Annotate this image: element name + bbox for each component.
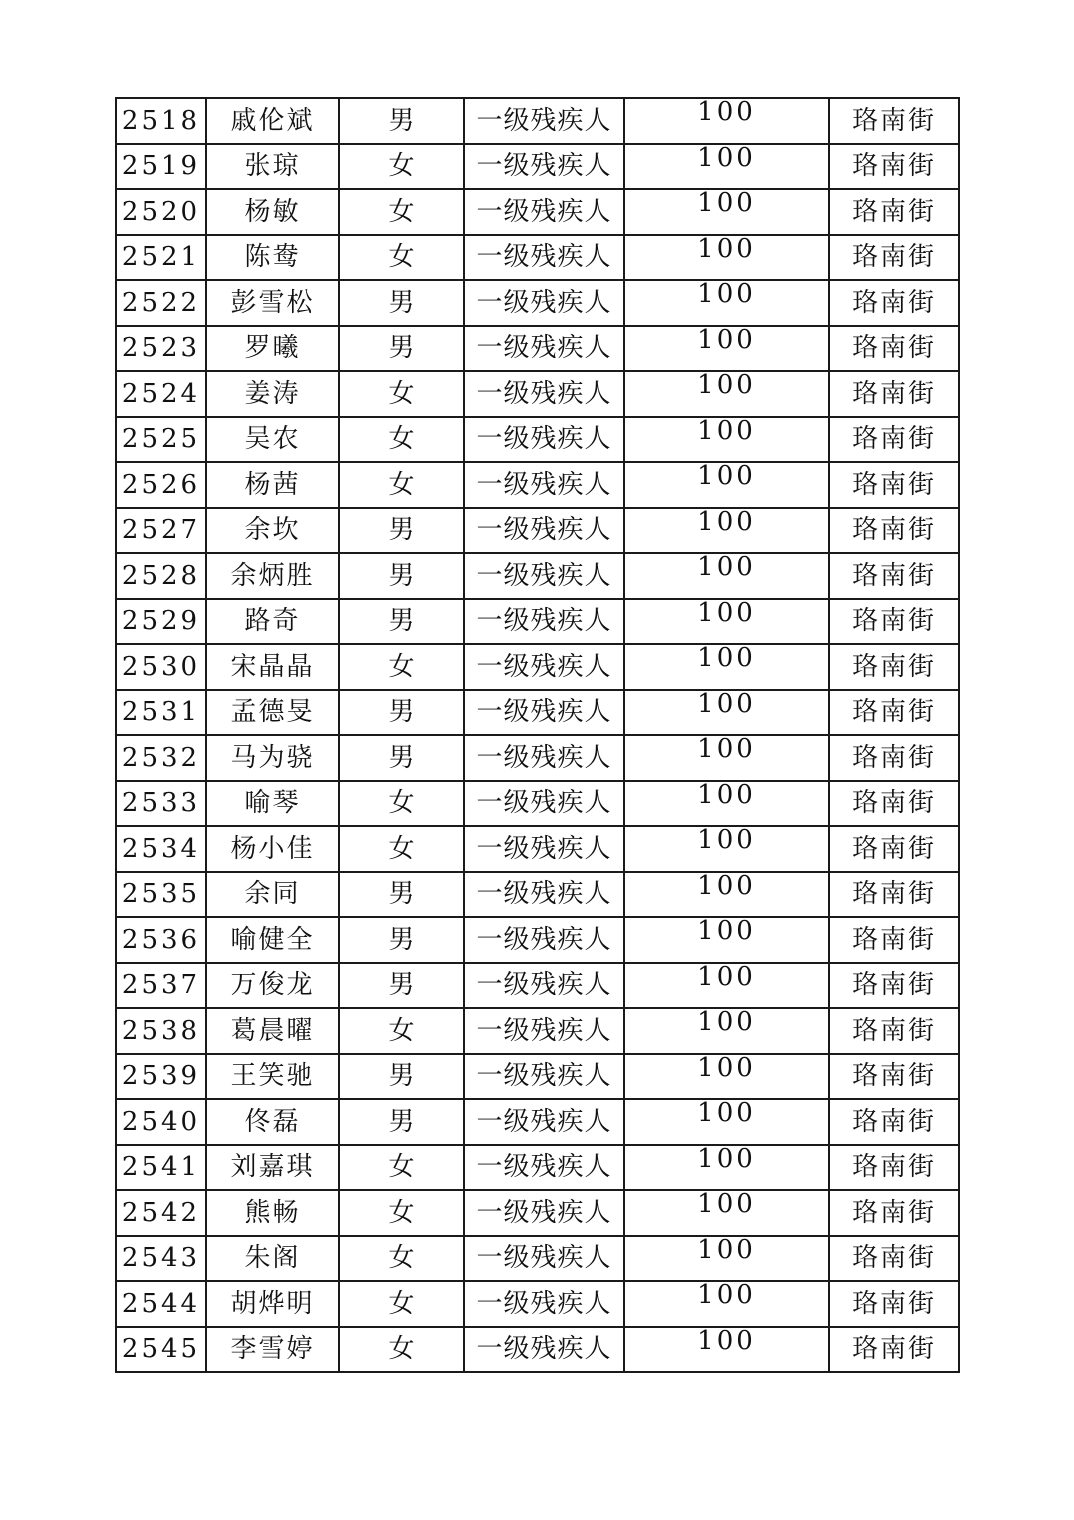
cell-number: 2520: [116, 189, 206, 235]
cell-street: 珞南街: [829, 1281, 959, 1327]
table-row: [116, 508, 959, 554]
cell-name: 吴农: [206, 417, 339, 463]
cell-street: 珞南街: [829, 826, 959, 872]
cell-name: 刘嘉琪: [206, 1145, 339, 1191]
cell-gender: 男: [339, 1054, 464, 1100]
cell-gender: 女: [339, 644, 464, 690]
cell-disability-level: 一级残疾人: [464, 1190, 624, 1236]
cell-gender: 女: [339, 1281, 464, 1327]
cell-name: 路奇: [206, 599, 339, 645]
cell-street: 珞南街: [829, 371, 959, 417]
table-row: [116, 826, 959, 872]
cell-number: 2532: [116, 735, 206, 781]
cell-disability-level: 一级残疾人: [464, 644, 624, 690]
cell-amount: 100: [624, 280, 829, 326]
table-row: [116, 963, 959, 1009]
cell-amount: 100: [624, 98, 829, 144]
cell-gender: 男: [339, 690, 464, 736]
roster-table-body: [116, 98, 959, 1372]
cell-number: 2541: [116, 1145, 206, 1191]
table-row: [116, 1281, 959, 1327]
cell-name: 马为骁: [206, 735, 339, 781]
cell-gender: 女: [339, 781, 464, 827]
cell-street: 珞南街: [829, 144, 959, 190]
cell-gender: 女: [339, 1327, 464, 1373]
cell-disability-level: 一级残疾人: [464, 371, 624, 417]
cell-disability-level: 一级残疾人: [464, 826, 624, 872]
cell-number: 2529: [116, 599, 206, 645]
cell-name: 杨茜: [206, 462, 339, 508]
table-row: [116, 917, 959, 963]
cell-street: 珞南街: [829, 1190, 959, 1236]
cell-street: 珞南街: [829, 1054, 959, 1100]
cell-disability-level: 一级残疾人: [464, 553, 624, 599]
cell-amount: 100: [624, 1008, 829, 1054]
table-row: [116, 98, 959, 144]
cell-gender: 女: [339, 144, 464, 190]
cell-amount: 100: [624, 508, 829, 554]
cell-amount: 100: [624, 1236, 829, 1282]
cell-number: 2536: [116, 917, 206, 963]
cell-name: 胡烨明: [206, 1281, 339, 1327]
cell-disability-level: 一级残疾人: [464, 462, 624, 508]
cell-name: 王笑驰: [206, 1054, 339, 1100]
table-row: [116, 326, 959, 372]
cell-street: 珞南街: [829, 1145, 959, 1191]
cell-name: 余同: [206, 872, 339, 918]
cell-number: 2519: [116, 144, 206, 190]
cell-street: 珞南街: [829, 781, 959, 827]
cell-gender: 男: [339, 1099, 464, 1145]
table-row: [116, 599, 959, 645]
cell-street: 珞南街: [829, 462, 959, 508]
cell-street: 珞南街: [829, 1236, 959, 1282]
cell-street: 珞南街: [829, 98, 959, 144]
cell-amount: 100: [624, 1054, 829, 1100]
cell-name: 余坎: [206, 508, 339, 554]
table-row: [116, 1190, 959, 1236]
cell-number: 2524: [116, 371, 206, 417]
cell-number: 2540: [116, 1099, 206, 1145]
cell-street: 珞南街: [829, 280, 959, 326]
cell-disability-level: 一级残疾人: [464, 781, 624, 827]
cell-gender: 女: [339, 1145, 464, 1191]
table-row: [116, 690, 959, 736]
cell-street: 珞南街: [829, 690, 959, 736]
cell-gender: 女: [339, 1008, 464, 1054]
cell-disability-level: 一级残疾人: [464, 735, 624, 781]
cell-amount: 100: [624, 735, 829, 781]
cell-street: 珞南街: [829, 326, 959, 372]
cell-disability-level: 一级残疾人: [464, 690, 624, 736]
cell-amount: 100: [624, 1099, 829, 1145]
cell-gender: 男: [339, 872, 464, 918]
cell-disability-level: 一级残疾人: [464, 235, 624, 281]
cell-amount: 100: [624, 599, 829, 645]
table-row: [116, 1145, 959, 1191]
cell-amount: 100: [624, 781, 829, 827]
cell-number: 2544: [116, 1281, 206, 1327]
cell-number: 2527: [116, 508, 206, 554]
cell-street: 珞南街: [829, 189, 959, 235]
table-row: [116, 644, 959, 690]
cell-gender: 女: [339, 235, 464, 281]
cell-gender: 男: [339, 735, 464, 781]
cell-gender: 男: [339, 599, 464, 645]
cell-amount: 100: [624, 1281, 829, 1327]
cell-amount: 100: [624, 826, 829, 872]
roster-table: [115, 97, 960, 1373]
cell-disability-level: 一级残疾人: [464, 1099, 624, 1145]
cell-gender: 男: [339, 326, 464, 372]
cell-gender: 男: [339, 917, 464, 963]
cell-disability-level: 一级残疾人: [464, 872, 624, 918]
table-row: [116, 872, 959, 918]
table-row: [116, 1008, 959, 1054]
cell-name: 陈鸯: [206, 235, 339, 281]
cell-name: 余炳胜: [206, 553, 339, 599]
table-row: [116, 280, 959, 326]
cell-name: 罗曦: [206, 326, 339, 372]
cell-disability-level: 一级残疾人: [464, 280, 624, 326]
cell-street: 珞南街: [829, 508, 959, 554]
cell-street: 珞南街: [829, 1008, 959, 1054]
cell-amount: 100: [624, 326, 829, 372]
cell-street: 珞南街: [829, 735, 959, 781]
cell-disability-level: 一级残疾人: [464, 1236, 624, 1282]
cell-number: 2526: [116, 462, 206, 508]
cell-number: 2522: [116, 280, 206, 326]
cell-amount: 100: [624, 1327, 829, 1373]
cell-number: 2525: [116, 417, 206, 463]
cell-number: 2537: [116, 963, 206, 1009]
cell-gender: 女: [339, 462, 464, 508]
cell-number: 2538: [116, 1008, 206, 1054]
table-row: [116, 417, 959, 463]
cell-amount: 100: [624, 1145, 829, 1191]
table-row: [116, 371, 959, 417]
cell-disability-level: 一级残疾人: [464, 917, 624, 963]
cell-number: 2528: [116, 553, 206, 599]
cell-name: 佟磊: [206, 1099, 339, 1145]
cell-name: 戚伦斌: [206, 98, 339, 144]
cell-number: 2539: [116, 1054, 206, 1100]
cell-street: 珞南街: [829, 1327, 959, 1373]
cell-amount: 100: [624, 872, 829, 918]
cell-name: 熊畅: [206, 1190, 339, 1236]
cell-disability-level: 一级残疾人: [464, 508, 624, 554]
cell-disability-level: 一级残疾人: [464, 963, 624, 1009]
cell-number: 2518: [116, 98, 206, 144]
cell-number: 2535: [116, 872, 206, 918]
cell-street: 珞南街: [829, 417, 959, 463]
table-row: [116, 189, 959, 235]
cell-name: 宋晶晶: [206, 644, 339, 690]
cell-street: 珞南街: [829, 1099, 959, 1145]
cell-number: 2543: [116, 1236, 206, 1282]
cell-name: 张琼: [206, 144, 339, 190]
cell-street: 珞南街: [829, 963, 959, 1009]
cell-name: 喻健全: [206, 917, 339, 963]
cell-amount: 100: [624, 690, 829, 736]
cell-name: 葛晨曜: [206, 1008, 339, 1054]
cell-name: 孟德旻: [206, 690, 339, 736]
cell-amount: 100: [624, 417, 829, 463]
cell-amount: 100: [624, 553, 829, 599]
cell-amount: 100: [624, 189, 829, 235]
cell-amount: 100: [624, 235, 829, 281]
cell-street: 珞南街: [829, 599, 959, 645]
cell-disability-level: 一级残疾人: [464, 1327, 624, 1373]
table-row: [116, 1236, 959, 1282]
cell-street: 珞南街: [829, 235, 959, 281]
table-row: [116, 1099, 959, 1145]
cell-name: 杨小佳: [206, 826, 339, 872]
table-row: [116, 781, 959, 827]
cell-disability-level: 一级残疾人: [464, 599, 624, 645]
cell-number: 2523: [116, 326, 206, 372]
cell-disability-level: 一级残疾人: [464, 1054, 624, 1100]
cell-name: 朱阁: [206, 1236, 339, 1282]
table-row: [116, 735, 959, 781]
cell-gender: 女: [339, 826, 464, 872]
cell-street: 珞南街: [829, 644, 959, 690]
table-row: [116, 462, 959, 508]
cell-gender: 女: [339, 1236, 464, 1282]
cell-street: 珞南街: [829, 553, 959, 599]
cell-gender: 女: [339, 371, 464, 417]
cell-gender: 男: [339, 963, 464, 1009]
table-row: [116, 235, 959, 281]
table-row: [116, 1327, 959, 1373]
table-row: [116, 144, 959, 190]
cell-disability-level: 一级残疾人: [464, 326, 624, 372]
table-row: [116, 553, 959, 599]
cell-name: 姜涛: [206, 371, 339, 417]
cell-name: 彭雪松: [206, 280, 339, 326]
cell-name: 李雪婷: [206, 1327, 339, 1373]
cell-name: 喻琴: [206, 781, 339, 827]
cell-amount: 100: [624, 1190, 829, 1236]
cell-name: 万俊龙: [206, 963, 339, 1009]
cell-gender: 女: [339, 189, 464, 235]
cell-disability-level: 一级残疾人: [464, 98, 624, 144]
cell-number: 2534: [116, 826, 206, 872]
cell-number: 2531: [116, 690, 206, 736]
cell-gender: 女: [339, 1190, 464, 1236]
cell-street: 珞南街: [829, 872, 959, 918]
cell-disability-level: 一级残疾人: [464, 1145, 624, 1191]
table-row: [116, 1054, 959, 1100]
cell-amount: 100: [624, 917, 829, 963]
cell-disability-level: 一级残疾人: [464, 144, 624, 190]
cell-gender: 男: [339, 98, 464, 144]
cell-disability-level: 一级残疾人: [464, 417, 624, 463]
cell-disability-level: 一级残疾人: [464, 1281, 624, 1327]
cell-number: 2521: [116, 235, 206, 281]
cell-disability-level: 一级残疾人: [464, 189, 624, 235]
cell-disability-level: 一级残疾人: [464, 1008, 624, 1054]
cell-number: 2533: [116, 781, 206, 827]
cell-amount: 100: [624, 144, 829, 190]
cell-name: 杨敏: [206, 189, 339, 235]
cell-amount: 100: [624, 371, 829, 417]
cell-street: 珞南街: [829, 917, 959, 963]
cell-gender: 男: [339, 553, 464, 599]
cell-number: 2542: [116, 1190, 206, 1236]
cell-number: 2545: [116, 1327, 206, 1373]
cell-amount: 100: [624, 644, 829, 690]
cell-gender: 男: [339, 280, 464, 326]
cell-gender: 女: [339, 417, 464, 463]
cell-number: 2530: [116, 644, 206, 690]
cell-amount: 100: [624, 963, 829, 1009]
cell-amount: 100: [624, 462, 829, 508]
cell-gender: 男: [339, 508, 464, 554]
